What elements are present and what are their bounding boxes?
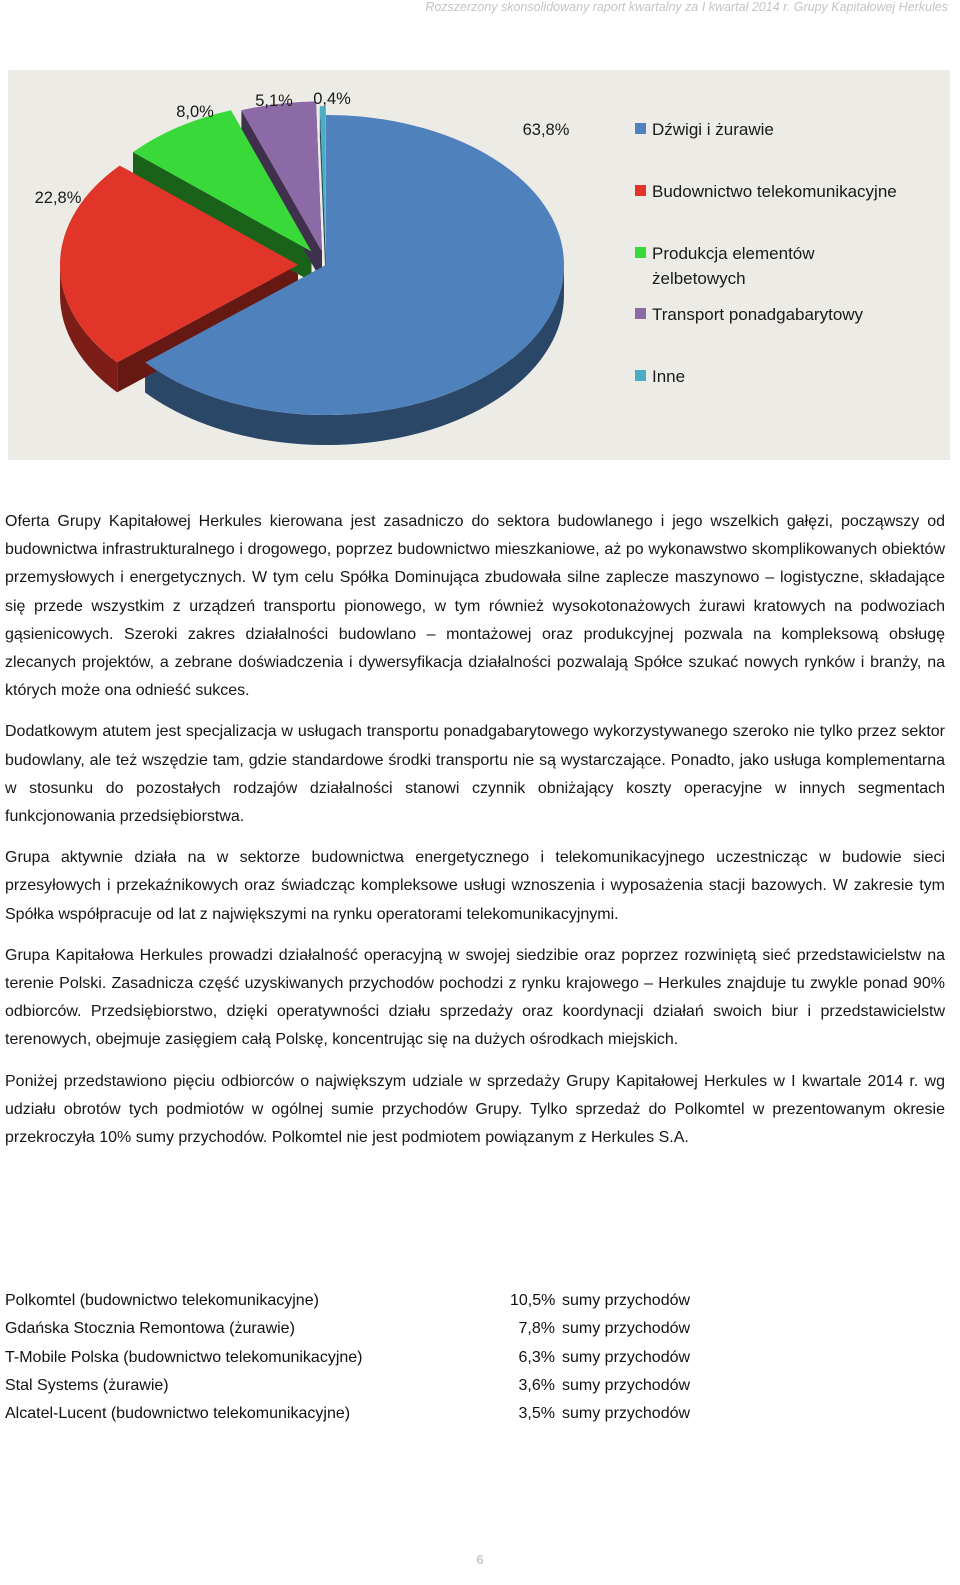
legend-swatch (635, 247, 646, 258)
revenue-structure-chart (8, 70, 950, 460)
pie-data-label: 22,8% (34, 189, 82, 207)
customer-name: Stal Systems (żurawie) (5, 1376, 169, 1394)
pie-data-label: 8,0% (176, 103, 214, 121)
legend-label: Produkcja elementów (652, 244, 815, 263)
legend-entry (635, 367, 685, 386)
running-header: Rozszerzony skonsolidowany raport kwartalny za I kwartał 2014 r. Grupy Kapitałowej Herkules (425, 0, 948, 14)
customer-share-unit: sumy przychodów (562, 1348, 691, 1366)
paragraph-transport: Dodatkowym atutem jest specjalizacja w usługach transportu ponadgabarytowego wykorzystywanego szeroko nie tylko przez sektor budowlany, ale też wszędzie tam, gdzie standardowe środki transportu nie są wystarczające. Ponadto, jako usługa komplementarna w stosunku do pozostałych rodzajów działalności stanowi czynnik obniżający koszty operacyjne w innych segmentach funkcjonowania przedsiębiorstwa. (5, 723, 945, 826)
customer-share: 10,5% (510, 1292, 556, 1309)
legend-entry (635, 305, 864, 324)
legend-label: Transport ponadgabarytowy (652, 305, 864, 324)
legend-swatch (635, 123, 646, 134)
legend-entry (635, 244, 815, 288)
customer-share: 7,8% (518, 1320, 555, 1338)
paragraph-offer: Oferta Grupy Kapitałowej Herkules kierowana jest zasadniczo do sektora budowlanego i jego wszelkich gałęzi, począwszy od budownictwa infrastrukturalnego i drogowego, poprzez budownictwo mieszkaniowe, aż po wykonawstwo skomplikowanych obiektów przemysłowych i energetycznych. W tym celu Spółka Dominująca zbudowała silne zaplecze maszynowo – logistyczne, składające się przede wszystkim z urządzeń transportu pionowego, w tym również wysokotonażowych żurawi kratowych na podwoziach gąsienicowych. Szeroki zakres działalności budowlano – montażowej oraz produkcyjnej pozwala na kompleksową obsługę zlecanych projektów, a zebrane doświadczenia i dywersyfikacja działalności pozwalają Spółce szukać nowych rynków i branży, na których może ona odnieść sukces. (5, 513, 945, 700)
customer-share: 6,3% (518, 1348, 555, 1366)
customer-name: Polkomtel (budownictwo telekomunikacyjne) (5, 1292, 319, 1309)
top-customers-list (5, 1287, 765, 1428)
list-item (5, 1315, 765, 1343)
pie-data-label: 5,1% (255, 92, 293, 110)
customer-share: 3,6% (518, 1376, 555, 1394)
pie-data-label: 63,8% (522, 121, 570, 139)
legend-swatch (635, 185, 646, 196)
list-item (5, 1287, 765, 1315)
pie-data-label: 0,4% (313, 90, 351, 108)
list-item (5, 1400, 765, 1428)
list-item (5, 1372, 765, 1400)
pie-chart-svg (8, 70, 950, 460)
legend-label: żelbetowych (652, 269, 746, 288)
paragraph-energy-telecom: Grupa aktywnie działa na w sektorze budownictwa energetycznego i telekomunikacyjnego uczestnicząc w budowie sieci przesyłowych i przekaźnikowych oraz świadcząc kompleksowe usługi wznoszenia i wyposażenia stacji bazowych. W zakresie tym Spółka współpracuje od lat z największymi na rynku operatorami telekomunikacyjnymi. (5, 849, 945, 923)
legend-swatch (635, 370, 646, 381)
legend-swatch (635, 308, 646, 319)
page-number: 6 (476, 1552, 484, 1567)
legend-label: Inne (652, 367, 686, 386)
customer-name: T-Mobile Polska (budownictwo telekomunikacyjne) (5, 1348, 363, 1366)
customer-share-unit: sumy przychodów (562, 1405, 691, 1423)
legend-label: Budownictwo telekomunikacyjne (652, 182, 897, 201)
customer-share-unit: sumy przychodów (562, 1320, 691, 1338)
list-item (5, 1344, 765, 1372)
paragraph-operations: Grupa Kapitałowa Herkules prowadzi działalność operacyjną w swojej siedzibie oraz poprzez rozwiniętą sieć przedstawicielstw na terenie Polski. Zasadnicza część uzyskiwanych przychodów pochodzi z rynku krajowego – Herkules znajduje tu zwykle ponad 90% odbiorców. Przedsiębiorstwo, dzięki operatywności działu sprzedaży oraz koordynacji działań swoich biur i przedstawicielstw terenowych, obejmuje zasięgiem całą Polskę, koncentrując się na dużych ośrodkach miejskich. (5, 946, 945, 1049)
customer-share-unit: sumy przychodów (562, 1292, 691, 1309)
paragraph-customers: Poniżej przedstawiono pięciu odbiorców o największym udziale w sprzedaży Grupy Kapitałowej Herkules w I kwartale 2014 r. wg udziału obrotów tych podmiotów w ogólnej sumie przychodów Grupy. Tylko sprzedaż do Polkomtel w prezentowanym okresie przekroczyła 10% sumy przychodów. Polkomtel nie jest podmiotem powiązanym z Herkules S.A. (5, 1072, 945, 1147)
customer-name: Gdańska Stocznia Remontowa (żurawie) (5, 1320, 295, 1338)
body-text (5, 508, 945, 1165)
customer-name: Alcatel-Lucent (budownictwo telekomunikacyjne) (5, 1405, 351, 1423)
legend-entry (635, 120, 774, 139)
legend-entry (635, 182, 897, 201)
legend-label: Dźwigi i żurawie (652, 120, 774, 139)
customer-share-unit: sumy przychodów (562, 1376, 691, 1394)
customer-share: 3,5% (518, 1405, 555, 1423)
